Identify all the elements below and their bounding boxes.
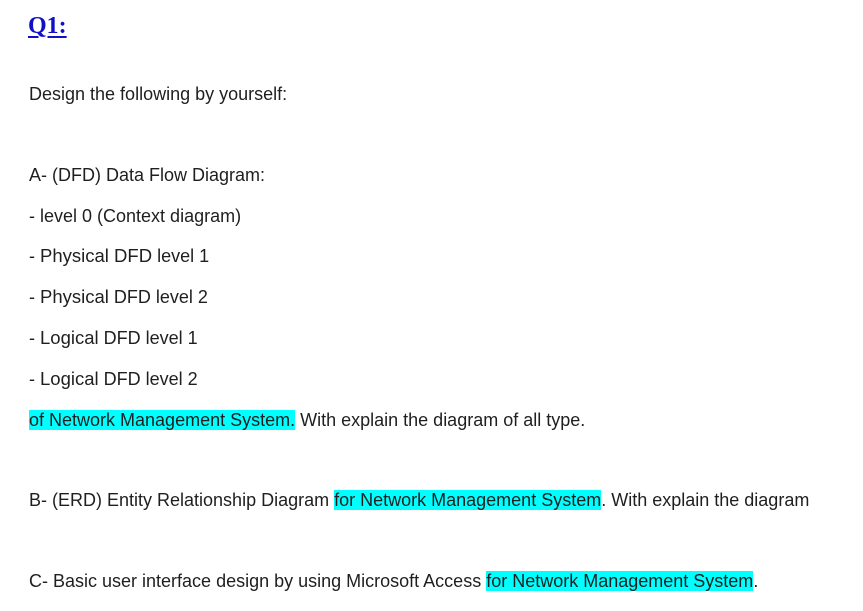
highlighted-text: of Network Management System.	[29, 410, 296, 430]
dfd-item-physical-level-1	[29, 245, 209, 267]
item-text: level 0 (Context diagram)	[40, 206, 242, 226]
section-b-text	[29, 489, 809, 511]
highlighted-text: for Network Management System	[486, 571, 754, 591]
item-prefix: -	[29, 328, 40, 348]
question-heading: Q1:	[28, 13, 67, 39]
dfd-item-level-0	[29, 205, 241, 227]
section-c-text	[29, 570, 758, 592]
item-emphasis: Logical	[40, 327, 99, 348]
section-a-closing	[29, 409, 585, 431]
section-a-title: A- (DFD) Data Flow Diagram:	[29, 165, 266, 185]
item-prefix: -	[29, 369, 40, 389]
item-rest: level 1	[152, 246, 210, 266]
item-rest: DFD level 2	[98, 369, 198, 389]
section-c-after: .	[753, 571, 759, 591]
highlighted-text: for Network Management System	[334, 490, 602, 510]
item-rest: DFD level 2	[108, 287, 208, 307]
item-rest: DFD level 1	[98, 328, 198, 348]
item-emphasis: Physical	[40, 245, 109, 266]
item-emphasis: Physical	[40, 286, 109, 307]
item-mid: DFD	[108, 245, 153, 266]
dfd-item-logical-level-2	[29, 368, 198, 390]
item-prefix: -	[29, 246, 40, 266]
intro-text: Design the following by yourself:	[29, 84, 288, 104]
closing-text: With explain the diagram of all type.	[295, 410, 586, 430]
dfd-item-logical-level-1	[29, 327, 198, 349]
section-b-before: B- (ERD) Entity Relationship Diagram	[29, 490, 335, 510]
section-b-after: . With explain the diagram	[601, 490, 810, 510]
item-prefix: -	[29, 287, 40, 307]
item-prefix: -	[29, 206, 40, 226]
section-c-before: C- Basic user interface design by using Microsoft Access	[29, 571, 487, 591]
item-emphasis: Logical	[40, 368, 99, 389]
dfd-item-physical-level-2	[29, 286, 208, 308]
